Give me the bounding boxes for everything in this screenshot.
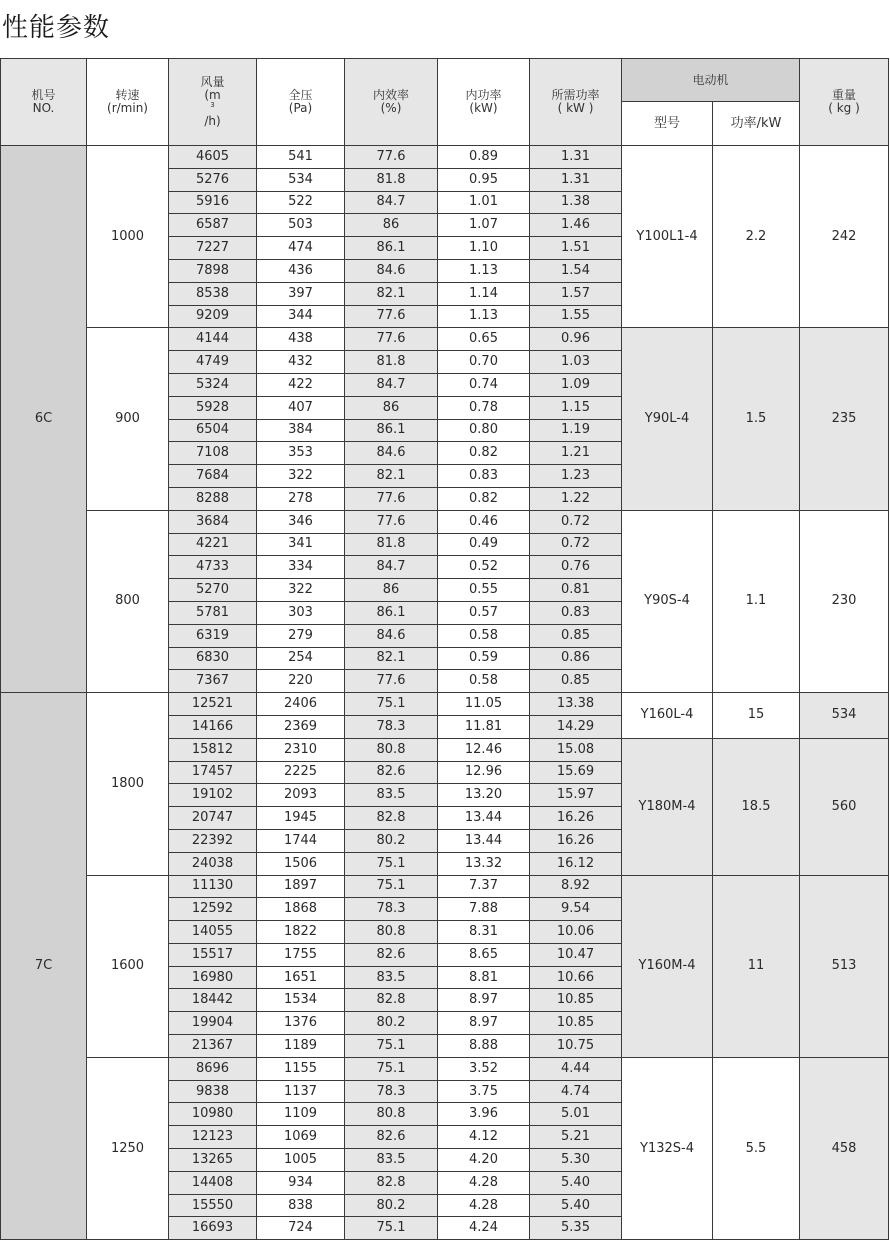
required-power-cell: 15.69	[530, 761, 622, 784]
total-pressure-cell: 1137	[257, 1080, 345, 1103]
required-power-cell: 9.54	[530, 898, 622, 921]
required-power-cell: 13.38	[530, 693, 622, 716]
required-power-cell: 0.85	[530, 670, 622, 693]
total-pressure-cell: 541	[257, 146, 345, 169]
air-volume-cell: 4749	[169, 351, 257, 374]
internal-efficiency-cell: 86	[345, 396, 438, 419]
total-pressure-cell: 432	[257, 351, 345, 374]
page-title: 性能参数	[2, 13, 111, 43]
air-volume-cell: 8538	[169, 282, 257, 305]
air-volume-cell: 21367	[169, 1035, 257, 1058]
total-pressure-cell: 1822	[257, 921, 345, 944]
internal-efficiency-cell: 84.6	[345, 624, 438, 647]
header-internal-power: 内功率 (kW)	[438, 59, 530, 146]
internal-efficiency-cell: 75.1	[345, 875, 438, 898]
total-pressure-cell: 474	[257, 237, 345, 260]
motor-model-cell: Y160L-4	[622, 693, 713, 739]
internal-efficiency-cell: 81.8	[345, 351, 438, 374]
motor-power-cell: 1.5	[713, 328, 800, 510]
internal-power-cell: 8.31	[438, 921, 530, 944]
total-pressure-cell: 838	[257, 1194, 345, 1217]
internal-efficiency-cell: 80.2	[345, 1012, 438, 1035]
internal-power-cell: 0.82	[438, 487, 530, 510]
total-pressure-cell: 303	[257, 601, 345, 624]
internal-power-cell: 13.32	[438, 852, 530, 875]
internal-efficiency-cell: 77.6	[345, 146, 438, 169]
weight-cell: 560	[800, 738, 889, 875]
motor-power-cell: 15	[713, 693, 800, 739]
air-volume-cell: 4605	[169, 146, 257, 169]
table-row	[1, 693, 889, 716]
total-pressure-cell: 407	[257, 396, 345, 419]
internal-efficiency-cell: 86.1	[345, 237, 438, 260]
table-body	[1, 146, 889, 1240]
air-volume-cell: 22392	[169, 829, 257, 852]
total-pressure-cell: 422	[257, 373, 345, 396]
total-pressure-cell: 220	[257, 670, 345, 693]
motor-power-cell: 11	[713, 875, 800, 1057]
table-row	[1, 1057, 889, 1080]
internal-power-cell: 0.65	[438, 328, 530, 351]
air-volume-cell: 12521	[169, 693, 257, 716]
internal-efficiency-cell: 80.2	[345, 1194, 438, 1217]
air-volume-cell: 9209	[169, 305, 257, 328]
total-pressure-cell: 1945	[257, 807, 345, 830]
speed-cell: 1250	[87, 1057, 169, 1239]
internal-power-cell: 4.20	[438, 1149, 530, 1172]
internal-efficiency-cell: 77.6	[345, 670, 438, 693]
table-row	[1, 510, 889, 533]
weight-cell: 230	[800, 510, 889, 692]
air-volume-cell: 5928	[169, 396, 257, 419]
air-volume-cell: 4221	[169, 533, 257, 556]
required-power-cell: 0.85	[530, 624, 622, 647]
required-power-cell: 5.40	[530, 1171, 622, 1194]
total-pressure-cell: 397	[257, 282, 345, 305]
air-volume-cell: 5781	[169, 601, 257, 624]
internal-efficiency-cell: 77.6	[345, 487, 438, 510]
speed-cell: 800	[87, 510, 169, 692]
weight-cell: 458	[800, 1057, 889, 1239]
total-pressure-cell: 503	[257, 214, 345, 237]
required-power-cell: 0.86	[530, 647, 622, 670]
required-power-cell: 16.26	[530, 807, 622, 830]
internal-efficiency-cell: 75.1	[345, 852, 438, 875]
air-volume-cell: 10980	[169, 1103, 257, 1126]
required-power-cell: 4.44	[530, 1057, 622, 1080]
required-power-cell: 1.19	[530, 419, 622, 442]
internal-efficiency-cell: 83.5	[345, 966, 438, 989]
total-pressure-cell: 724	[257, 1217, 345, 1240]
header-weight: 重量 ( kg )	[800, 59, 889, 146]
header-required-power: 所需功率 ( kW )	[530, 59, 622, 146]
total-pressure-cell: 1534	[257, 989, 345, 1012]
motor-model-cell: Y90S-4	[622, 510, 713, 692]
total-pressure-cell: 436	[257, 259, 345, 282]
internal-efficiency-cell: 80.8	[345, 921, 438, 944]
total-pressure-cell: 341	[257, 533, 345, 556]
required-power-cell: 10.47	[530, 943, 622, 966]
required-power-cell: 1.09	[530, 373, 622, 396]
air-volume-cell: 14408	[169, 1171, 257, 1194]
internal-power-cell: 1.13	[438, 259, 530, 282]
required-power-cell: 5.01	[530, 1103, 622, 1126]
air-volume-cell: 7898	[169, 259, 257, 282]
air-volume-cell: 12123	[169, 1126, 257, 1149]
internal-efficiency-cell: 75.1	[345, 1217, 438, 1240]
required-power-cell: 1.22	[530, 487, 622, 510]
internal-power-cell: 13.44	[438, 807, 530, 830]
motor-model-cell: Y160M-4	[622, 875, 713, 1057]
required-power-cell: 1.38	[530, 191, 622, 214]
air-volume-cell: 17457	[169, 761, 257, 784]
internal-power-cell: 0.83	[438, 465, 530, 488]
internal-efficiency-cell: 82.1	[345, 282, 438, 305]
internal-power-cell: 0.58	[438, 624, 530, 647]
internal-power-cell: 3.75	[438, 1080, 530, 1103]
internal-power-cell: 0.55	[438, 579, 530, 602]
air-volume-cell: 6319	[169, 624, 257, 647]
air-volume-cell: 3684	[169, 510, 257, 533]
motor-model-cell: Y180M-4	[622, 738, 713, 875]
internal-power-cell: 4.24	[438, 1217, 530, 1240]
internal-power-cell: 0.82	[438, 442, 530, 465]
air-volume-cell: 16693	[169, 1217, 257, 1240]
total-pressure-cell: 1651	[257, 966, 345, 989]
total-pressure-cell: 522	[257, 191, 345, 214]
internal-efficiency-cell: 86	[345, 214, 438, 237]
total-pressure-cell: 2406	[257, 693, 345, 716]
internal-efficiency-cell: 84.6	[345, 442, 438, 465]
total-pressure-cell: 1109	[257, 1103, 345, 1126]
internal-efficiency-cell: 86.1	[345, 419, 438, 442]
speed-cell: 1600	[87, 875, 169, 1057]
internal-efficiency-cell: 81.8	[345, 168, 438, 191]
air-volume-cell: 6830	[169, 647, 257, 670]
internal-power-cell: 1.14	[438, 282, 530, 305]
header-motor-model: 型号	[622, 102, 713, 146]
internal-power-cell: 8.97	[438, 1012, 530, 1035]
internal-power-cell: 1.01	[438, 191, 530, 214]
internal-power-cell: 0.74	[438, 373, 530, 396]
required-power-cell: 8.92	[530, 875, 622, 898]
internal-efficiency-cell: 75.1	[345, 693, 438, 716]
internal-power-cell: 3.52	[438, 1057, 530, 1080]
required-power-cell: 1.54	[530, 259, 622, 282]
header-machine-no: 机号 NO.	[1, 59, 87, 146]
air-volume-cell: 7108	[169, 442, 257, 465]
internal-efficiency-cell: 83.5	[345, 1149, 438, 1172]
total-pressure-cell: 1506	[257, 852, 345, 875]
air-volume-cell: 14055	[169, 921, 257, 944]
total-pressure-cell: 2369	[257, 715, 345, 738]
required-power-cell: 5.35	[530, 1217, 622, 1240]
speed-cell: 1800	[87, 693, 169, 875]
required-power-cell: 0.72	[530, 510, 622, 533]
total-pressure-cell: 438	[257, 328, 345, 351]
air-volume-cell: 4144	[169, 328, 257, 351]
air-volume-cell: 8696	[169, 1057, 257, 1080]
performance-table	[0, 58, 889, 1240]
internal-power-cell: 7.37	[438, 875, 530, 898]
internal-power-cell: 0.58	[438, 670, 530, 693]
internal-power-cell: 4.28	[438, 1194, 530, 1217]
air-volume-cell: 5276	[169, 168, 257, 191]
machine-no-cell: 6C	[1, 146, 87, 693]
internal-efficiency-cell: 82.8	[345, 807, 438, 830]
internal-efficiency-cell: 84.7	[345, 373, 438, 396]
required-power-cell: 5.21	[530, 1126, 622, 1149]
internal-efficiency-cell: 86	[345, 579, 438, 602]
required-power-cell: 0.81	[530, 579, 622, 602]
internal-efficiency-cell: 77.6	[345, 510, 438, 533]
total-pressure-cell: 2310	[257, 738, 345, 761]
air-volume-cell: 6504	[169, 419, 257, 442]
required-power-cell: 1.31	[530, 168, 622, 191]
internal-efficiency-cell: 78.3	[345, 898, 438, 921]
total-pressure-cell: 1376	[257, 1012, 345, 1035]
required-power-cell: 16.26	[530, 829, 622, 852]
header-speed: 转速 (r/min)	[87, 59, 169, 146]
internal-power-cell: 4.12	[438, 1126, 530, 1149]
required-power-cell: 10.85	[530, 989, 622, 1012]
required-power-cell: 1.31	[530, 146, 622, 169]
internal-power-cell: 8.81	[438, 966, 530, 989]
internal-power-cell: 1.13	[438, 305, 530, 328]
motor-power-cell: 5.5	[713, 1057, 800, 1239]
required-power-cell: 10.66	[530, 966, 622, 989]
internal-power-cell: 0.70	[438, 351, 530, 374]
internal-efficiency-cell: 84.7	[345, 191, 438, 214]
air-volume-cell: 15550	[169, 1194, 257, 1217]
total-pressure-cell: 1755	[257, 943, 345, 966]
internal-power-cell: 0.57	[438, 601, 530, 624]
internal-power-cell: 12.46	[438, 738, 530, 761]
air-volume-cell: 4733	[169, 556, 257, 579]
internal-power-cell: 0.52	[438, 556, 530, 579]
required-power-cell: 1.57	[530, 282, 622, 305]
total-pressure-cell: 254	[257, 647, 345, 670]
required-power-cell: 0.83	[530, 601, 622, 624]
required-power-cell: 1.21	[530, 442, 622, 465]
air-volume-cell: 18442	[169, 989, 257, 1012]
total-pressure-cell: 934	[257, 1171, 345, 1194]
air-volume-cell: 6587	[169, 214, 257, 237]
required-power-cell: 14.29	[530, 715, 622, 738]
internal-power-cell: 0.78	[438, 396, 530, 419]
internal-efficiency-cell: 84.7	[345, 556, 438, 579]
header-total-pressure: 全压 (Pa)	[257, 59, 345, 146]
total-pressure-cell: 1744	[257, 829, 345, 852]
total-pressure-cell: 353	[257, 442, 345, 465]
total-pressure-cell: 1897	[257, 875, 345, 898]
air-volume-cell: 5324	[169, 373, 257, 396]
internal-efficiency-cell: 82.6	[345, 761, 438, 784]
required-power-cell: 0.96	[530, 328, 622, 351]
required-power-cell: 10.75	[530, 1035, 622, 1058]
required-power-cell: 5.30	[530, 1149, 622, 1172]
motor-model-cell: Y132S-4	[622, 1057, 713, 1239]
total-pressure-cell: 1189	[257, 1035, 345, 1058]
total-pressure-cell: 1005	[257, 1149, 345, 1172]
header-internal-efficiency: 内效率 (%)	[345, 59, 438, 146]
required-power-cell: 0.72	[530, 533, 622, 556]
air-volume-cell: 20747	[169, 807, 257, 830]
total-pressure-cell: 2225	[257, 761, 345, 784]
air-volume-cell: 5270	[169, 579, 257, 602]
air-volume-cell: 19904	[169, 1012, 257, 1035]
internal-power-cell: 0.95	[438, 168, 530, 191]
internal-efficiency-cell: 78.3	[345, 1080, 438, 1103]
air-volume-cell: 8288	[169, 487, 257, 510]
total-pressure-cell: 344	[257, 305, 345, 328]
internal-power-cell: 13.20	[438, 784, 530, 807]
speed-cell: 900	[87, 328, 169, 510]
air-volume-cell: 7227	[169, 237, 257, 260]
internal-power-cell: 11.81	[438, 715, 530, 738]
total-pressure-cell: 1069	[257, 1126, 345, 1149]
internal-efficiency-cell: 81.8	[345, 533, 438, 556]
table-row	[1, 875, 889, 898]
required-power-cell: 15.08	[530, 738, 622, 761]
required-power-cell: 15.97	[530, 784, 622, 807]
internal-power-cell: 1.10	[438, 237, 530, 260]
air-volume-cell: 24038	[169, 852, 257, 875]
internal-efficiency-cell: 82.6	[345, 1126, 438, 1149]
internal-power-cell: 0.80	[438, 419, 530, 442]
air-volume-cell: 16980	[169, 966, 257, 989]
required-power-cell: 1.46	[530, 214, 622, 237]
required-power-cell: 10.06	[530, 921, 622, 944]
internal-efficiency-cell: 82.1	[345, 647, 438, 670]
total-pressure-cell: 534	[257, 168, 345, 191]
total-pressure-cell: 334	[257, 556, 345, 579]
air-volume-cell: 19102	[169, 784, 257, 807]
internal-power-cell: 0.59	[438, 647, 530, 670]
header-motor-power: 功率/kW	[713, 102, 800, 146]
internal-power-cell: 8.97	[438, 989, 530, 1012]
air-volume-cell: 15517	[169, 943, 257, 966]
internal-efficiency-cell: 80.8	[345, 738, 438, 761]
internal-efficiency-cell: 80.2	[345, 829, 438, 852]
internal-efficiency-cell: 82.6	[345, 943, 438, 966]
header-air-volume: 风量 (m $^3$ /h)	[169, 59, 257, 146]
table-row	[1, 328, 889, 351]
table-header	[1, 59, 889, 146]
internal-power-cell: 8.65	[438, 943, 530, 966]
internal-efficiency-cell: 84.6	[345, 259, 438, 282]
required-power-cell: 5.40	[530, 1194, 622, 1217]
total-pressure-cell: 346	[257, 510, 345, 533]
required-power-cell: 1.55	[530, 305, 622, 328]
table-row	[1, 146, 889, 169]
weight-cell: 534	[800, 693, 889, 739]
required-power-cell: 1.03	[530, 351, 622, 374]
internal-power-cell: 0.49	[438, 533, 530, 556]
weight-cell: 242	[800, 146, 889, 328]
header-motor: 电动机	[622, 59, 800, 102]
internal-efficiency-cell: 75.1	[345, 1035, 438, 1058]
internal-power-cell: 11.05	[438, 693, 530, 716]
speed-cell: 1000	[87, 146, 169, 328]
internal-power-cell: 8.88	[438, 1035, 530, 1058]
internal-efficiency-cell: 82.1	[345, 465, 438, 488]
internal-power-cell: 13.44	[438, 829, 530, 852]
air-volume-cell: 12592	[169, 898, 257, 921]
air-volume-cell: 7367	[169, 670, 257, 693]
air-volume-cell: 11130	[169, 875, 257, 898]
internal-efficiency-cell: 82.8	[345, 989, 438, 1012]
required-power-cell: 1.51	[530, 237, 622, 260]
required-power-cell: 10.85	[530, 1012, 622, 1035]
total-pressure-cell: 384	[257, 419, 345, 442]
internal-efficiency-cell: 78.3	[345, 715, 438, 738]
air-volume-cell: 14166	[169, 715, 257, 738]
air-volume-cell: 7684	[169, 465, 257, 488]
internal-power-cell: 7.88	[438, 898, 530, 921]
total-pressure-cell: 279	[257, 624, 345, 647]
total-pressure-cell: 322	[257, 465, 345, 488]
weight-cell: 513	[800, 875, 889, 1057]
internal-power-cell: 0.46	[438, 510, 530, 533]
internal-power-cell: 12.96	[438, 761, 530, 784]
internal-power-cell: 4.28	[438, 1171, 530, 1194]
motor-model-cell: Y100L1-4	[622, 146, 713, 328]
total-pressure-cell: 278	[257, 487, 345, 510]
total-pressure-cell: 322	[257, 579, 345, 602]
internal-efficiency-cell: 82.8	[345, 1171, 438, 1194]
motor-power-cell: 1.1	[713, 510, 800, 692]
machine-no-cell: 7C	[1, 693, 87, 1240]
required-power-cell: 0.76	[530, 556, 622, 579]
internal-power-cell: 0.89	[438, 146, 530, 169]
internal-efficiency-cell: 75.1	[345, 1057, 438, 1080]
internal-power-cell: 3.96	[438, 1103, 530, 1126]
internal-power-cell: 1.07	[438, 214, 530, 237]
total-pressure-cell: 1155	[257, 1057, 345, 1080]
motor-power-cell: 2.2	[713, 146, 800, 328]
internal-efficiency-cell: 80.8	[345, 1103, 438, 1126]
air-volume-cell: 13265	[169, 1149, 257, 1172]
required-power-cell: 16.12	[530, 852, 622, 875]
total-pressure-cell: 2093	[257, 784, 345, 807]
required-power-cell: 4.74	[530, 1080, 622, 1103]
weight-cell: 235	[800, 328, 889, 510]
air-volume-cell: 5916	[169, 191, 257, 214]
internal-efficiency-cell: 86.1	[345, 601, 438, 624]
air-volume-cell: 9838	[169, 1080, 257, 1103]
internal-efficiency-cell: 77.6	[345, 305, 438, 328]
air-volume-cell: 15812	[169, 738, 257, 761]
required-power-cell: 1.23	[530, 465, 622, 488]
internal-efficiency-cell: 77.6	[345, 328, 438, 351]
required-power-cell: 1.15	[530, 396, 622, 419]
internal-efficiency-cell: 83.5	[345, 784, 438, 807]
motor-power-cell: 18.5	[713, 738, 800, 875]
motor-model-cell: Y90L-4	[622, 328, 713, 510]
total-pressure-cell: 1868	[257, 898, 345, 921]
